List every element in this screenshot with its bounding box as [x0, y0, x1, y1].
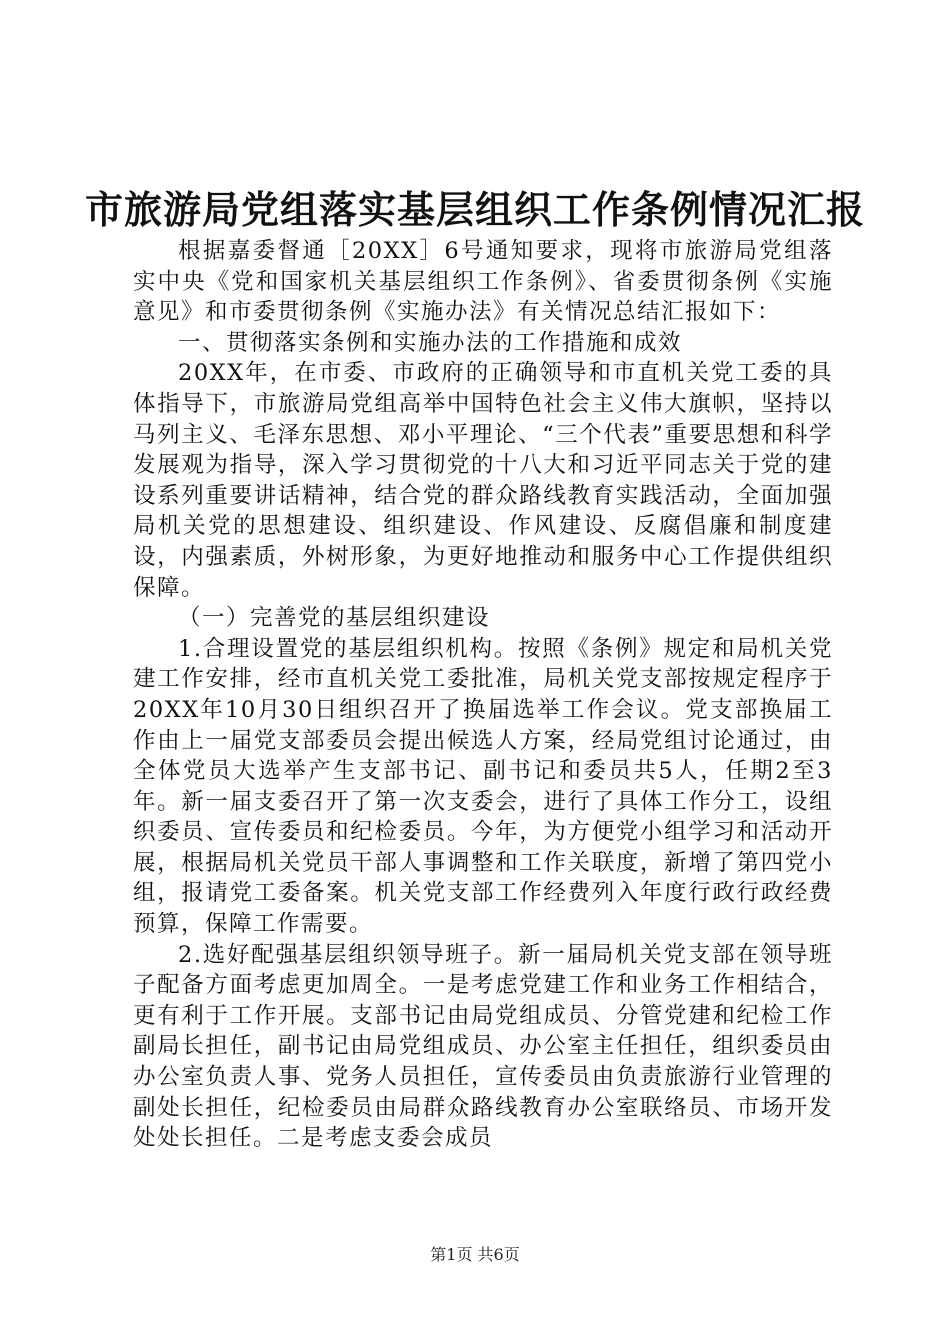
- item-1-paragraph: 1.合理设置党的基层组织机构。按照《条例》规定和局机关党建工作安排，经市直机关党工委批准，局机关党支部按规定程序于20XX年10月30日组织召开了换届选举工作会议。党支部换届工作由上一届党支部委员会提出候选人方案，经局党组讨论通过，由全体党员大选举产生支部书记、副书记和委员共5人，任期2至3年。新一届支委召开了第一次支委会，进行了具体工作分工，设组织委员、宣传委员和纪检委员。今年，为方便党小组学习和活动开展，根据局机关党员干部人事调整和工作关联度，新增了第四党小组，报请党工委备案。机关党支部工作经费列入年度行政行政经费预算，保障工作需要。: [133, 635, 833, 938]
- page-title: 市旅游局党组落实基层组织工作条例情况汇报: [84, 187, 865, 232]
- page-number: 第1页 共6页: [430, 1245, 520, 1264]
- item-2-paragraph: 2.选好配强基层组织领导班子。新一届局机关党支部在领导班子配备方面考虑更加周全。一是考虑党建工作和业务工作相结合，更有利于工作开展。支部书记由局党组成员、分管党建和纪检工作副局长担任，副书记由局党组成员、办公室主任担任，组织委员由办公室负责人事、党务人员担任，宣传委员由负责旅游行业管理的副处长担任，纪检委员由局群众路线教育办公室联络员、市场开发处处长担任。二是考虑支委会成员: [133, 941, 833, 1152]
- document-body: [133, 236, 833, 1154]
- subsection-heading: （一）完善党的基层组织建设: [178, 605, 491, 632]
- section-heading: 一、贯彻落实条例和实施办法的工作措施和成效: [178, 329, 683, 356]
- overview-paragraph: 20XX年，在市委、市政府的正确领导和市直机关党工委的具体指导下，市旅游局党组高举中国特色社会主义伟大旗帜，坚持以马列主义、毛泽东思想、邓小平理论、“三个代表”重要思想和科学发展观为指导，深入学习贯彻党的十八大和习近平同志关于党的建设系列重要讲话精神，结合党的群众路线教育实践活动，全面加强局机关党的思想建设、组织建设、作风建设、反腐倡廉和制度建设，内强素质，外树形象，为更好地推动和服务中心工作提供组织保障。: [133, 360, 833, 601]
- intro-paragraph: 根据嘉委督通［20XX］6号通知要求，现将市旅游局党组落实中央《党和国家机关基层组织工作条例》、省委贯彻条例《实施意见》和市委贯彻条例《实施办法》有关情况总结汇报如下：: [133, 238, 833, 326]
